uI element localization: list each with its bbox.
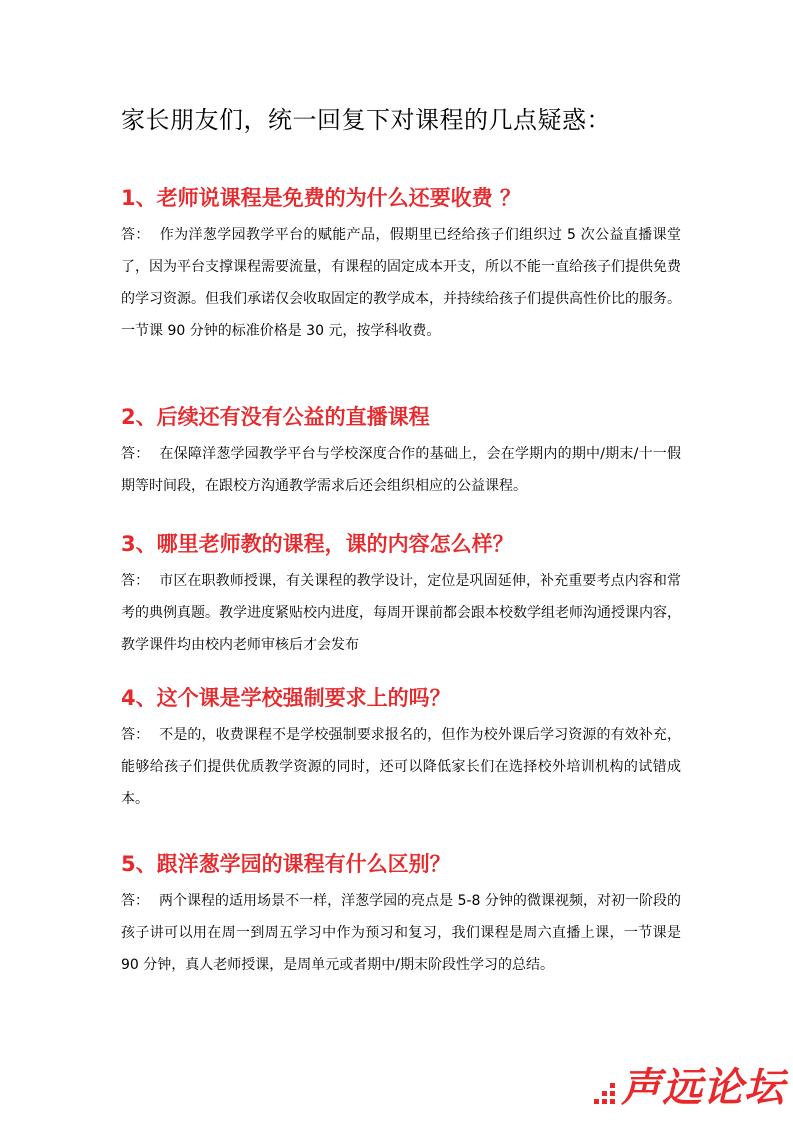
answer-text: 在保障洋葱学园教学平台与学校深度合作的基础上，会在学期内的期中/期末/十一假期等时间段，在跟校方沟通教学需求后还会组织相应的公益课程。 — [121, 446, 682, 494]
answer-prefix: 答： — [121, 227, 150, 243]
answer-2 — [121, 438, 681, 502]
answer-text: 作为洋葱学园教学平台的赋能产品，假期里已经给孩子们组织过 5 次公益直播课堂了，因为平台支撑课程需要流量，有课程的固定成本开支，所以不能一直给孩子们提供免费的学习资源。但我们承诺仅会收取固定的教学成本，并持续给孩子们提供高性价比的服务。一节课 90 分钟的标准价格是 30 元，按学科收费。 — [121, 227, 681, 339]
answer-prefix: 答： — [121, 727, 150, 743]
answer-prefix: 答： — [121, 893, 150, 909]
answer-prefix: 答： — [121, 573, 150, 589]
answer-5 — [121, 885, 681, 981]
question-4: 4、这个课是学校强制要求上的吗？ — [121, 686, 451, 710]
question-2: 2、后续还有没有公益的直播课程 — [121, 405, 430, 429]
answer-3 — [121, 565, 681, 661]
qa-item-2 — [121, 402, 681, 502]
question-1: 1、老师说课程是免费的为什么还要收费 ？ — [121, 186, 521, 210]
qa-item-4 — [121, 683, 681, 815]
answer-prefix: 答： — [121, 446, 150, 462]
watermark-logo — [594, 1066, 785, 1110]
question-5: 5、跟洋葱学园的课程有什么区别？ — [121, 852, 451, 876]
answer-text: 不是的，收费课程不是学校强制要求报名的，但作为校外课后学习资源的有效补充，能够给孩子们提供优质教学资源的同时，还可以降低家长们在选择校外培训机构的试错成本。 — [121, 727, 682, 807]
answer-1 — [121, 219, 681, 347]
qa-item-5 — [121, 849, 681, 981]
answer-text: 两个课程的适用场景不一样，洋葱学园的亮点是 5-8 分钟的微课视频，对初一阶段的孩子讲可以用在周一到周五学习中作为预习和复习，我们课程是周六直播上课，一节课是 90 分钟，真人老师授课，是周单元或者期中/期末阶段性学习的总结。 — [121, 893, 682, 973]
qa-item-1 — [121, 183, 681, 347]
logo-dots-icon — [594, 1083, 615, 1104]
answer-text: 市区在职教师授课，有关课程的教学设计，定位是巩固延伸，补充重要考点内容和常考的典例真题。教学进度紧贴校内进度，每周开课前都会跟本校数学组老师沟通授课内容，教学课件均由校内老师审核后才会发布 — [121, 573, 682, 653]
page-title: 家长朋友们，统一回复下对课程的几点疑惑： — [121, 106, 611, 134]
question-3: 3、哪里老师教的课程，课的内容怎么样？ — [121, 532, 514, 556]
qa-item-3 — [121, 529, 681, 661]
watermark-text: 声远论坛 — [621, 1065, 785, 1111]
answer-4 — [121, 719, 681, 815]
